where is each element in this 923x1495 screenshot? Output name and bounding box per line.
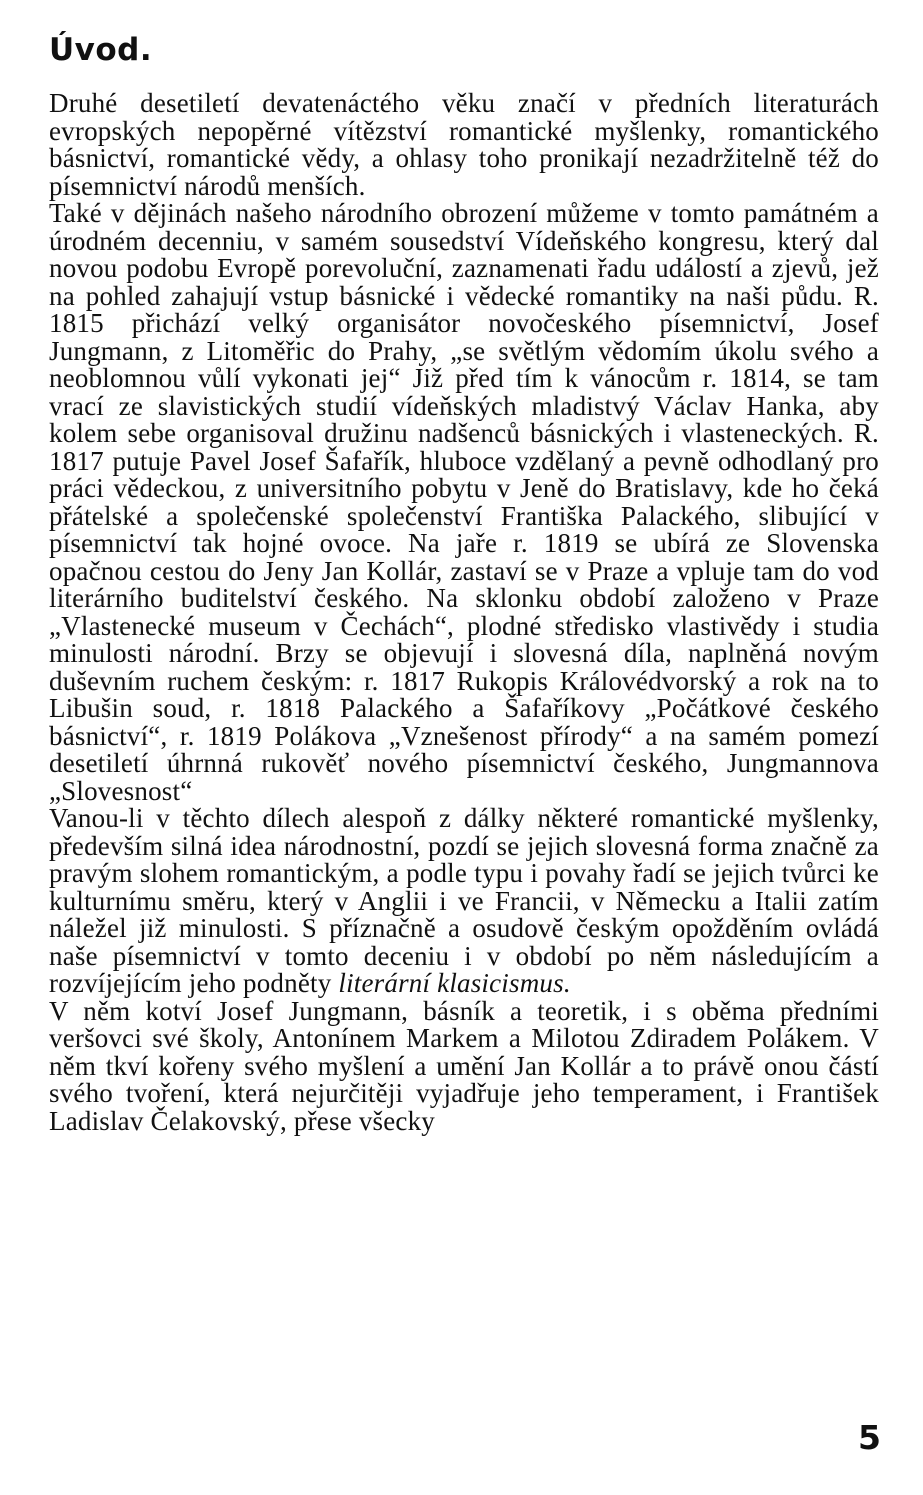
emphasized-term: literární klasicismus.: [338, 968, 571, 998]
paragraph: V něm kotví Josef Jungmann, básník a teoretik, i s oběma předními veršovci své školy, Antonínem Markem a Milotou Zdiradem Polákem. V něm tkví kořeny svého myšlení a umění Jan Kollár a to právě onou částí svého tvoření, která nejurčitěji vyjadřuje jeho temperament, i František Ladislav Čelakovský, přese všecky: [49, 995, 879, 1136]
page-number: 5: [858, 1418, 881, 1457]
paragraph: Druhé desetiletí devatenáctého věku značí v předních literaturách evropských nepopěrné vítězství romantické myšlenky, romantického básnictví, romantické vědy, a ohlasy toho pronikají nezadržitelně též do písemnictví národů menších.: [49, 88, 879, 201]
paragraph-text: Vanou-li v těchto dílech alespoň z dálky některé romantické myšlenky, především silná idea národnostní, pozdí se jejich slovesná forma značně za pravým slohem romantickým, a podle typu i povahy řadí se jejich tvůrci ke kulturnímu směru, který v Anglii i ve Francii, v Německu a Italii zatím náležel již minulosti. S příznačně a osudově českým opožděním ovládá naše písemnictví v tomto deceniu i v období po něm následujícím a rozvíjejícím jeho podněty: [49, 803, 879, 998]
body-text: [49, 90, 879, 1135]
chapter-heading: Úvod.: [49, 32, 153, 68]
paragraph: Také v dějinách našeho národního obrození můžeme v tomto památném a úrodném decenniu, v samém sousedství Vídeňského kongresu, který dal novou podobu Evropě porevoluční, zaznamenati řadu událostí a zjevů, jež na pohled zahajují vstup básnické i vědecké romantiky na naši půdu. R. 1815 přichází velký organisátor novočeského písemnictví, Josef Jungmann, z Litoměřic do Prahy, „se světlým vědomím úkolu svého a neoblomnou vůlí vykonati jej“ Již před tím k vánocům r. 1814, se tam vrací ze slavistických studií vídeňských mladistvý Václav Hanka, aby kolem sebe organisoval družinu nadšenců básnických i vlasteneckých. R. 1817 putuje Pavel Josef Šafařík, hluboce vzdělaný a pevně odhodlaný pro práci vědeckou, z universitního pobytu v Jeně do Bratislavy, kde ho čeká přátelské a společenské společenství Františka Palackého, slibující v písemnictví tak hojné ovoce. Na jaře r. 1819 se ubírá ze Slovenska opačnou cestou do Jeny Jan Kollár, zastaví se v Praze a vpluje tam do vod literárního buditelství českého. Na sklonku období založeno v Praze „Vlastenecké museum v Čechách“, plodné středisko vlastivědy i studia minulosti národní. Brzy se objevují i slovesná díla, naplněná novým duševním ruchem českým: r. 1817 Rukopis Královédvorský a rok na to Libušin soud, r. 1818 Palackého a Šafaříkovy „Počátkové českého básnictví“, r. 1819 Polákova „Vznešenost přírody“ a na samém pomezí desetiletí úhrnná rukověť nového písemnictví českého, Jungmannova „Slovesnost“: [49, 198, 879, 806]
paragraph: [49, 805, 879, 998]
